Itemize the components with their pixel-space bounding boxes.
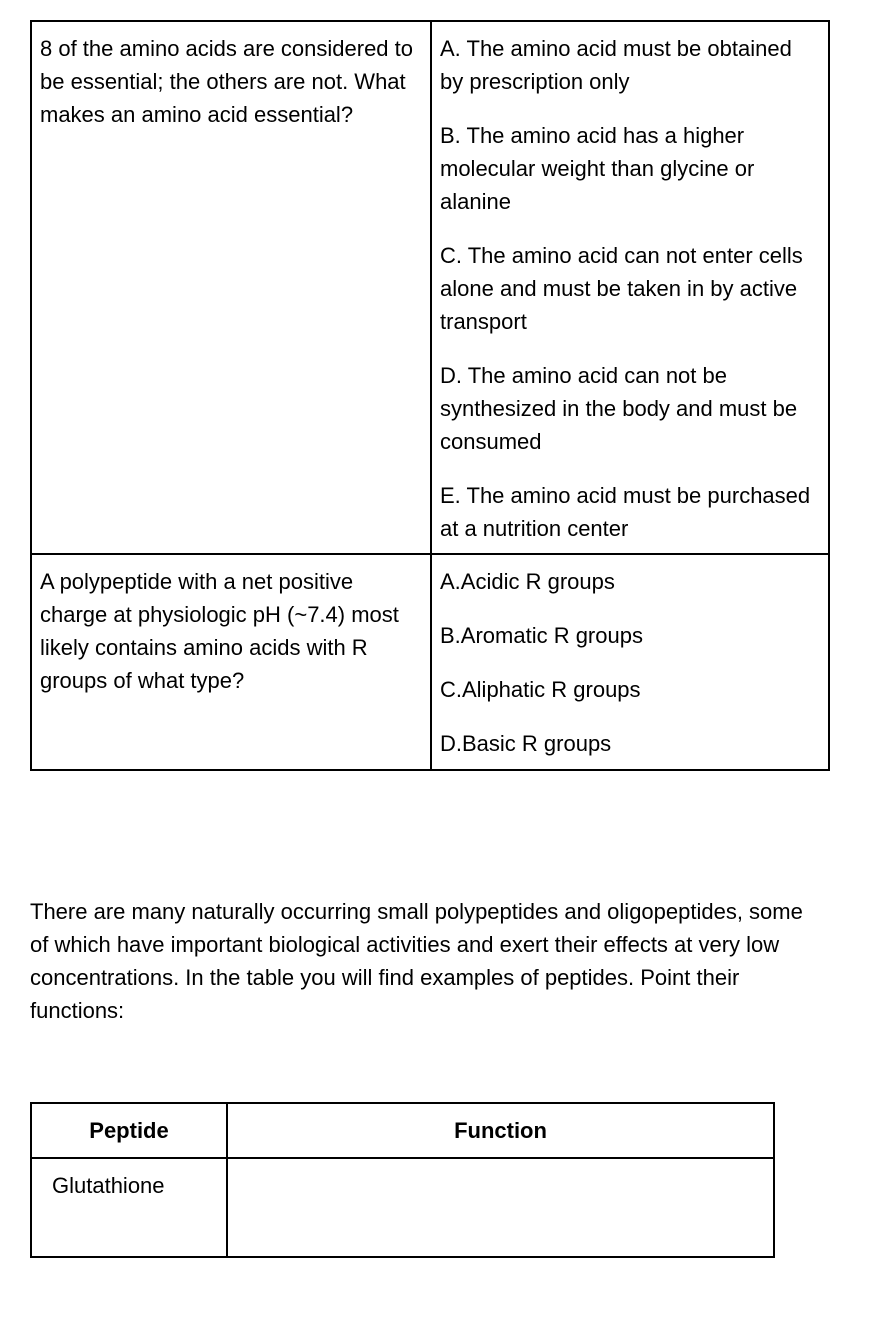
q2-option-a: A.Acidic R groups [440,569,615,594]
question-1-options [431,21,829,554]
q1-option-c: C. The amino acid can not enter cells alone and must be taken in by active transport [440,243,803,334]
peptide-table-header-row [31,1103,774,1158]
function-answer-cell[interactable] [227,1158,774,1257]
question-2-text: A polypeptide with a net positive charge at physiologic pH (~7.4) most likely contains amino acids with R groups of what type? [40,569,399,693]
q1-option-e: E. The amino acid must be purchased at a nutrition center [440,483,811,541]
question-2-options [431,554,829,770]
question-2-cell [31,554,431,770]
peptide-name-cell: Glutathione [31,1158,227,1257]
q1-option-d: D. The amino acid can not be synthesized in the body and must be consumed [440,363,798,454]
q1-option-a: A. The amino acid must be obtained by prescription only [440,36,792,94]
questions-table [30,20,830,771]
question-row-2 [31,554,829,770]
function-column-header: Function [227,1103,774,1158]
q2-option-b: B.Aromatic R groups [440,623,643,648]
q2-option-c: C.Aliphatic R groups [440,677,641,702]
question-1-text: 8 of the amino acids are considered to be essential; the others are not. What makes an amino acid essential? [40,36,414,127]
q2-option-d: D.Basic R groups [440,731,612,756]
table-row [31,1158,774,1257]
peptides-intro-paragraph: There are many naturally occurring small polypeptides and oligopeptides, some of which have important biological activities and exert their effects at very low concentrations. In the table you will find examples of peptides. Point their functions: [30,899,803,1023]
q1-option-b: B. The amino acid has a higher molecular weight than glycine or alanine [440,123,755,214]
question-1-cell [31,21,431,554]
peptide-function-table [30,1102,775,1258]
peptide-column-header: Peptide [31,1103,227,1158]
question-row-1 [31,21,829,554]
